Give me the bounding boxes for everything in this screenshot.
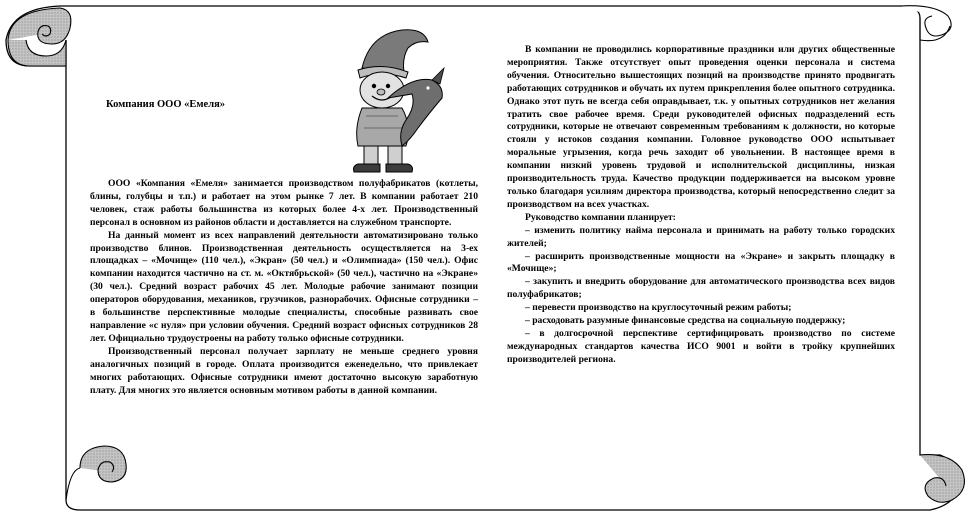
plan-item: – расходовать разумные финансовые средства на социальную поддержку; <box>525 315 846 327</box>
plan-item: – перевести производство на круглосуточный режим работы; <box>525 302 792 314</box>
plan-item: – закупить и внедрить оборудование для автоматического производства всех видов полуфабрикатов; <box>507 276 895 301</box>
paragraph: ООО «Компания «Емеля» занимается производством полуфабрикатов (котлеты, блины, голубцы и т.п.) и работает на этом рынке 7 лет. В компании работает 210 человек, стаж работы большинства из которых более 4-х лет. Производственный персонал в основном из районов области и доставляется на служебном транспорте. <box>90 178 478 228</box>
mascot-with-fish-illustration <box>332 28 450 176</box>
plan-heading: Руководство компании планирует: <box>525 211 676 223</box>
right-text-column <box>507 44 895 367</box>
plan-item: – в долгосрочной перспективе сертифицировать производство по системе международных стандартов качества ИСО 9001 и войти в тройку крупнейших производителей региона. <box>507 327 895 365</box>
paragraph: Производственный персонал получает зарплату не меньше среднего уровня аналогичных позиций в городе. Оплата производится еженедельно, что привлекает многих работающих. Офисные сотрудники имеют достаточно высокую заработную плату. Для многих это является основным мотивом работы в данной компании. <box>90 345 478 396</box>
left-text-column <box>90 178 478 397</box>
paragraph: В компании не проводились корпоративные праздники или других общественные мероприятия. Также отсутствует опыт проведения оценки персонала и система обучения. Относительно вышестоящих позиций на производстве принято продвигать работающих сотрудников и обучать их путем прикрепления более опытного сотрудника. Однако этот путь не всегда себя оправдывает, т.к. у опытных сотрудников нет желания тратить свое рабочее время. Среди руководителей офисных подразделений есть сотрудники, которые не отвечают современным требованиям к должности, но которые стояли у истоков создания компании. Головное руководство ООО испытывает моральные угрызения, когда речь заходит об увольнении. В настоящее время в компании низкий уровень трудовой и исполнительской дисциплины, низкая производительность труда. Качество продукции поддерживается на высоком уровне только благодаря усилиям директора производства, который непосредственно следит за производством на всех участках. <box>507 44 895 210</box>
plan-item: – изменить политику найма персонала и принимать на работу только городских жителей; <box>507 224 895 249</box>
plan-item: – расширить производственные мощности на «Экране» и закрыть площадку в «Мочище»; <box>507 250 895 275</box>
paragraph: На данный момент из всех направлений деятельности автоматизировано только производство блинов. Производственная деятельность осуществляется на 3-ех площадках – «Мочище» (110 чел.), «Экран» (50 чел.) и «Олимпиада» (150 чел.). Офис компании находится частично на ст. м. «Октябрьской» (50 чел.), частично на «Экране» (30 чел.). Средний возраст рабочих 45 лет. Молодые рабочие занимают позиции операторов оборудования, механиков, грузчиков, разнорабочих. Офисные сотрудники – в большинстве перспективные молодые специалисты, способные развивать свое направление «с нуля» при условии обучения. Средний возраст офисных сотрудников 28 лет. Официально трудоустроены на работу только офисные сотрудники. <box>90 229 478 344</box>
company-title: Компания ООО «Емеля» <box>106 99 226 110</box>
